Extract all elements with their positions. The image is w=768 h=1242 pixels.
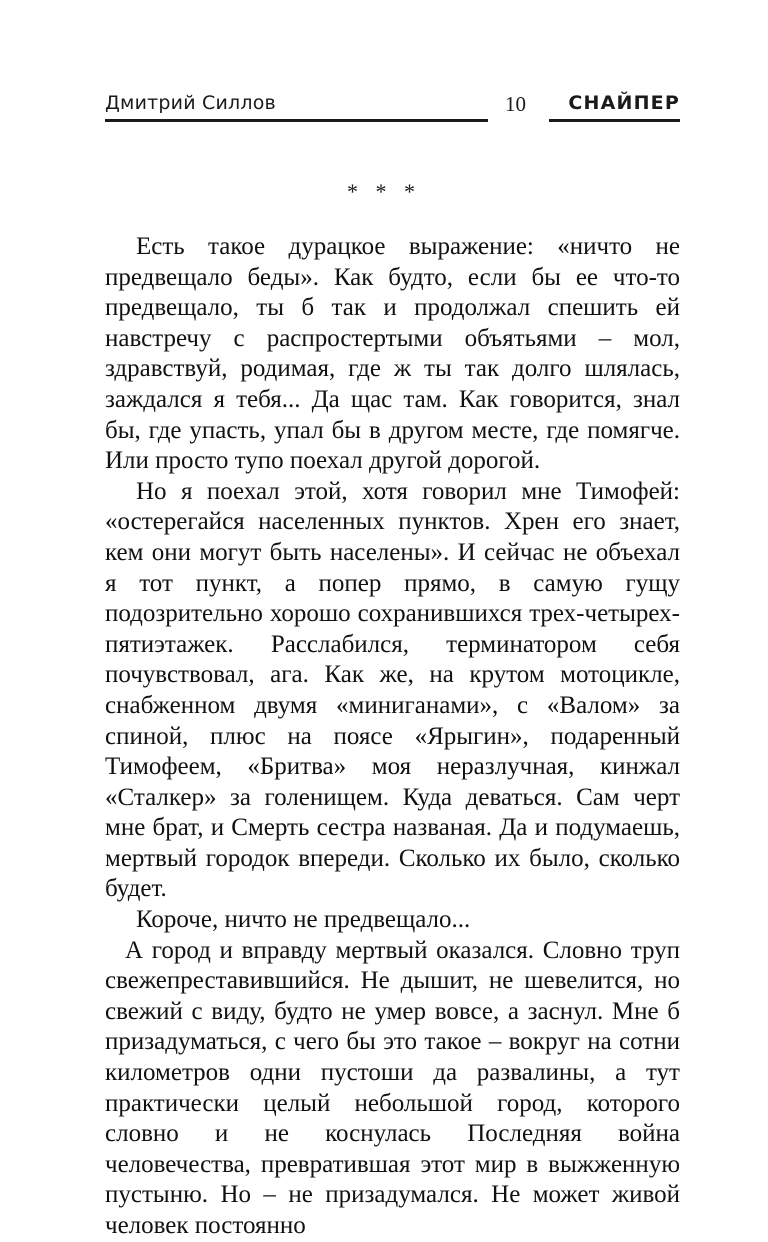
header-rule-left — [105, 119, 488, 122]
paragraph-4: А город и вправду мертвый оказался. Словно труп свежепреставившийся. Не дышит, не шевелится, но свежий с виду, будто не умер вовсе, а заснул. Мне б призадуматься, с чего бы это такое – вокруг на сотни километров одни пустоши да развалины, а тут практически целый небольшой город, которого словно и не коснулась Последняя война человечества, превратившая этот мир в выжженную пустыню. Но – не призадумался. Не может живой человек постоянно — [105, 936, 680, 1239]
running-header — [105, 92, 680, 122]
scene-break: * * * — [347, 179, 421, 204]
paragraph-2: Но я поехал этой, хотя говорил мне Тимофей: «остерегайся населенных пунктов. Хрен его знает, кем они могут быть населены». И сейчас не объехал я тот пункт, а попер прямо, в самую гущу подозрительно хорошо сохранившихся трех-четырех-пятиэтажек. Расслабился, терминатором себя почувствовал, ага. Как же, на крутом мотоцикле, снабженном двумя «миниганами», с «Валом» за спиной, плюс на поясе «Ярыгин», подаренный Тимофеем, «Бритва» моя неразлучная, кинжал «Сталкер» за голенищем. Куда деваться. Сам черт мне брат, и Смерть сестра названая. Да и подумаешь, мертвый городок впереди. Сколько их было, сколько будет. — [105, 477, 680, 903]
paragraph-3: Короче, ничто не предвещало... — [136, 906, 471, 934]
body-text — [105, 232, 680, 1242]
header-rule-right — [549, 119, 680, 122]
series-title: СНАЙПЕР — [568, 92, 680, 114]
author-name: Дмитрий Силлов — [105, 92, 276, 114]
paragraph-1: Есть такое дурацкое выражение: «ничто не предвещало беды». Как будто, если бы ее что-то предвещало, ты б так и продолжал спешить ей навстречу с распростертыми объятьями – мол, здравствуй, родимая, где ж ты так долго шлялась, заждался я тебя... Да щас там. Как говорится, знал бы, где упасть, упал бы в другом месте, где помягче. Или просто тупо поехал другой дорогой. — [105, 233, 680, 475]
page-number: 10 — [505, 92, 526, 116]
